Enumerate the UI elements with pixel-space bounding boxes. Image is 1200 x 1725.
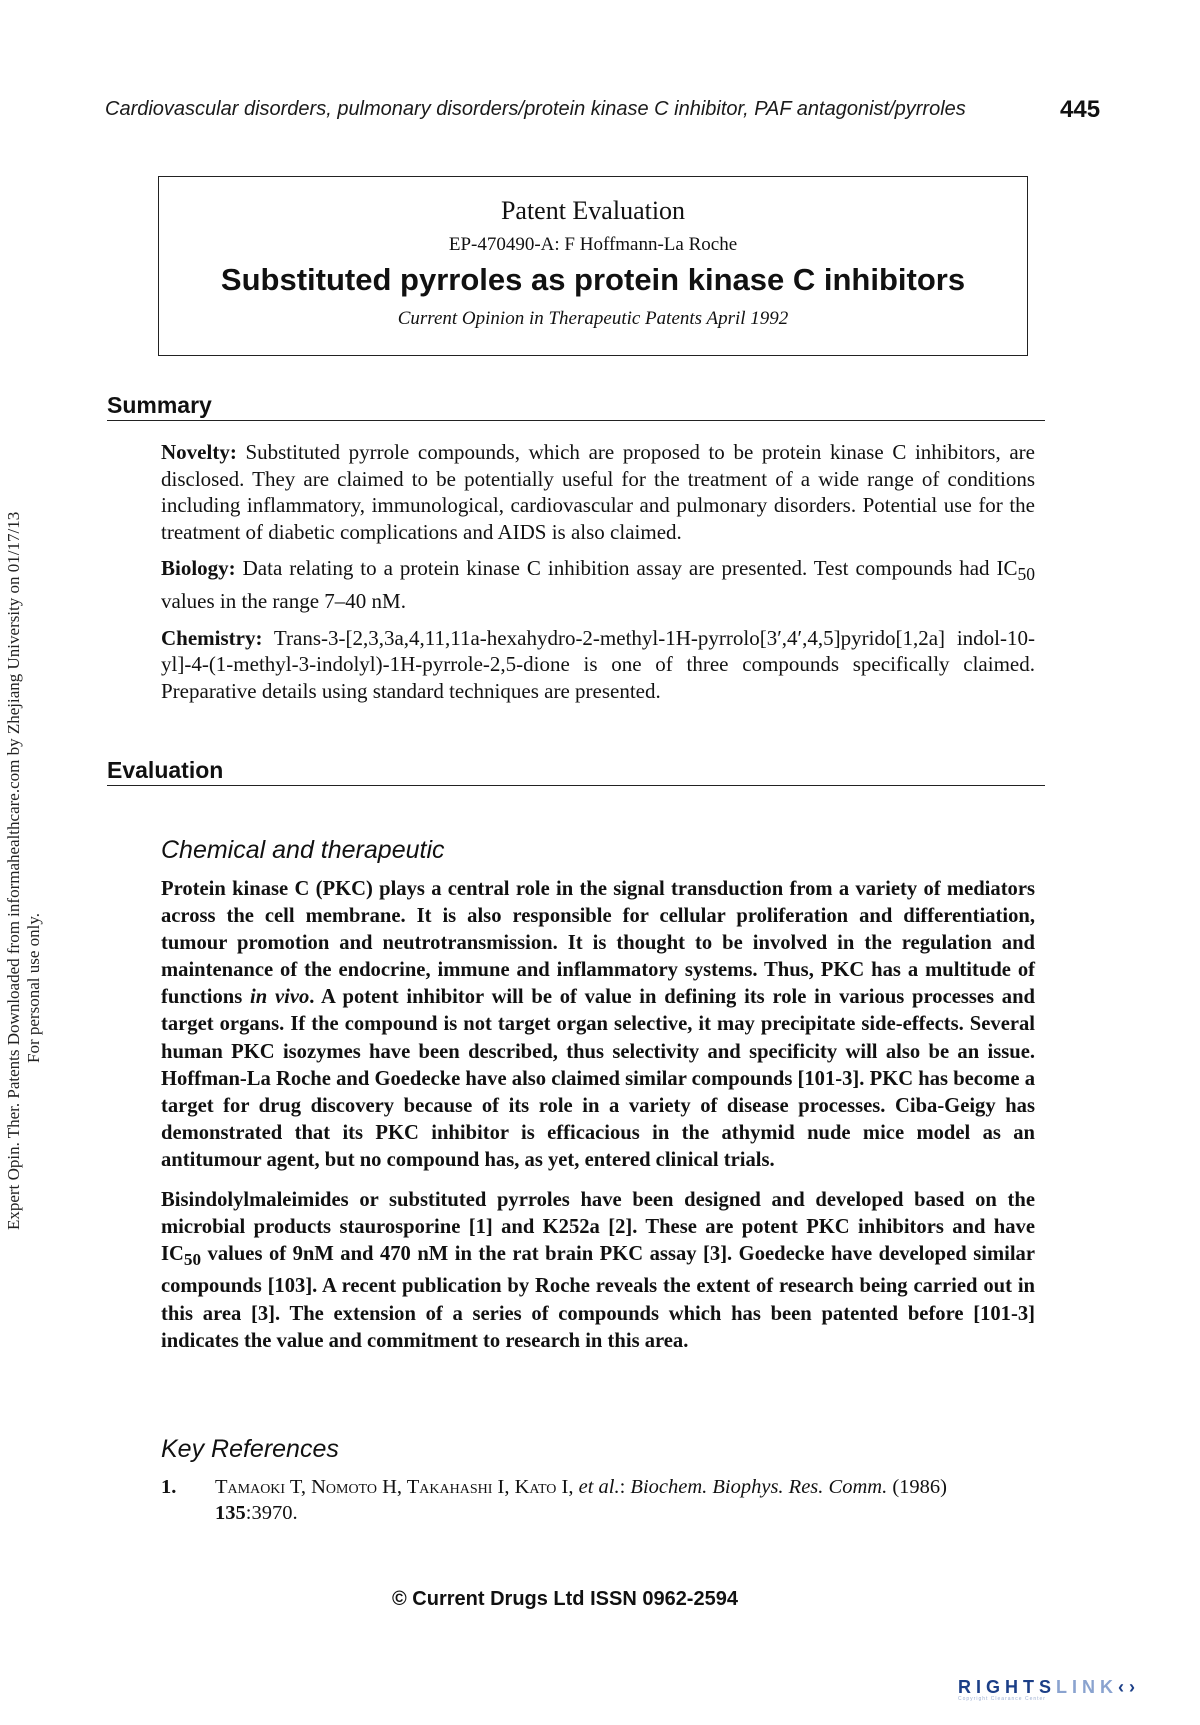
evaluation-paragraph-1: [161, 876, 1035, 1174]
key-references-heading: Key References: [161, 1435, 339, 1463]
biology-paragraph: [161, 555, 1035, 614]
reference-text: Tamaoki T, Nomoto H, Takahashi I, Kato I, et al.: Biochem. Biophys. Res. Comm. (1986) 135:3970.: [215, 1476, 947, 1524]
chemistry-text: Trans-3-[2,3,3a,4,11,11a-hexahydro-2-methyl-1H-pyrrolo[3′,4′,4,5]pyrido[1,2a] indol-10-yl]-4-(1-methyl-3-indolyl)-1H-pyrrole-2,5-dione is one of three compounds specifically claimed. Preparative details using standard techniques are presented.: [161, 625, 1035, 703]
summary-heading: Summary: [107, 392, 1045, 421]
chemical-therapeutic-heading: Chemical and therapeutic: [161, 836, 445, 864]
chemistry-label: Chemistry:: [161, 625, 263, 650]
running-head: Cardiovascular disorders, pulmonary disorders/protein kinase C inhibitor, PAF antagonist/pyrroles: [105, 98, 966, 120]
article-source: Current Opinion in Therapeutic Patents April 1992: [397, 308, 789, 329]
novelty-paragraph: [161, 439, 1035, 545]
patent-header-box: [158, 176, 1028, 356]
copyright-footer: © Current Drugs Ltd ISSN 0962-2594: [392, 1588, 738, 1610]
chemistry-paragraph: [161, 625, 1035, 705]
reference-authors: Tamaoki T, Nomoto H, Takahashi I, Kato I,: [215, 1476, 574, 1498]
reference-pages: :3970.: [245, 1502, 298, 1524]
evaluation-text-1b: . A potent inhibitor will be of value in defining its role in various processes and target organs. If the compound is not target organ selective, it may precipitate side-effects. Several human PKC isozymes have been described, thus selectivity and specificity will also be an issue. Hoffman-La Roche and Goedecke have also claimed similar compounds [101-3]. PKC has become a target for drug discovery because of its role in a variety of disease processes. Ciba-Geigy has demonstrated that its PKC inhibitor is efficacious in the athymid nude mice model as an antitumour agent, but no compound has, as yet, entered clinical trials.: [161, 986, 1035, 1171]
in-vivo-term: in vivo: [250, 986, 310, 1009]
biology-text-end: values in the range 7–40 nM.: [161, 589, 406, 614]
novelty-label: Novelty:: [161, 440, 237, 464]
evaluation-body: [161, 876, 1035, 1368]
logo-text-rights: RIGHTS: [958, 1677, 1057, 1697]
ic50-subscript: 50: [183, 1250, 202, 1270]
reference-journal: Biochem. Biophys. Res. Comm.: [630, 1476, 888, 1498]
article-kind: Patent Evaluation: [500, 196, 686, 225]
logo-arrows-icon: ‹›: [1118, 1677, 1141, 1697]
evaluation-text-1a: Protein kinase C (PKC) plays a central role in the signal transduction from a variety of mediators across the cell membrane. It is also responsible for cellular proliferation and differentiation, tumour promotion and neutrotransmission. It is thought to be involved in the regulation and maintenance of the endocrine, immune and inflammatory systems. Thus, PKC has a multitude of functions: [161, 878, 1035, 1009]
patent-number: EP-470490-A: F Hoffmann-La Roche: [448, 234, 738, 255]
evaluation-heading: Evaluation: [107, 757, 1045, 786]
download-notice: [4, 512, 44, 1230]
download-notice-line: Expert Opin. Ther. Patents Downloaded from informahealthcare.com by Zhejiang University on 01/17/13: [4, 511, 23, 1230]
reference-volume: 135: [215, 1502, 246, 1524]
summary-body: [161, 439, 1035, 715]
ic50-subscript: 50: [1017, 564, 1035, 585]
reference-year: (1986): [892, 1476, 947, 1498]
page-number: 445: [1060, 96, 1101, 123]
biology-label: Biology:: [161, 556, 236, 581]
reference-number: 1.: [161, 1476, 177, 1498]
biology-text: Data relating to a protein kinase C inhibition assay are presented. Test compounds had IC: [242, 556, 1018, 581]
novelty-text: Substituted pyrrole compounds, which are proposed to be protein kinase C inhibitors, are disclosed. They are claimed to be potentially useful for the treatment of a wide range of conditions including inflammatory, immunological, cardiovascular and pulmonary disorders. Potential use for the treatment of diabetic complications and AIDS is also claimed.: [161, 440, 1035, 544]
reference-item: [161, 1474, 1051, 1526]
logo-tagline: Copyright Clearance Center: [958, 1696, 1046, 1702]
reference-etal: et al.: [578, 1476, 620, 1498]
evaluation-text-2a: Bisindolylmaleimides or substituted pyrroles have been designed and developed based on the microbial products staurosporine [1] and K252a [2]. These are potent PKC inhibitors and have IC: [161, 1189, 1035, 1266]
logo-text-link: LINK: [1056, 1677, 1119, 1697]
personal-use-line: For personal use only.: [24, 913, 43, 1063]
evaluation-text-2b: values of 9nM and 470 nM in the rat brain PKC assay [3]. Goedecke have developed similar compounds [103]. A recent publication by Roche reveals the extent of research being carried out in this area [3]. The extension of a series of compounds which has been patented before [101-3] indicates the value and commitment to research in this area.: [161, 1243, 1035, 1352]
reference-list: [161, 1474, 1051, 1526]
article-title: Substituted pyrroles as protein kinase C inhibitors: [220, 262, 966, 297]
evaluation-paragraph-2: [161, 1187, 1035, 1355]
rightslink-logo[interactable]: [958, 1677, 1141, 1702]
